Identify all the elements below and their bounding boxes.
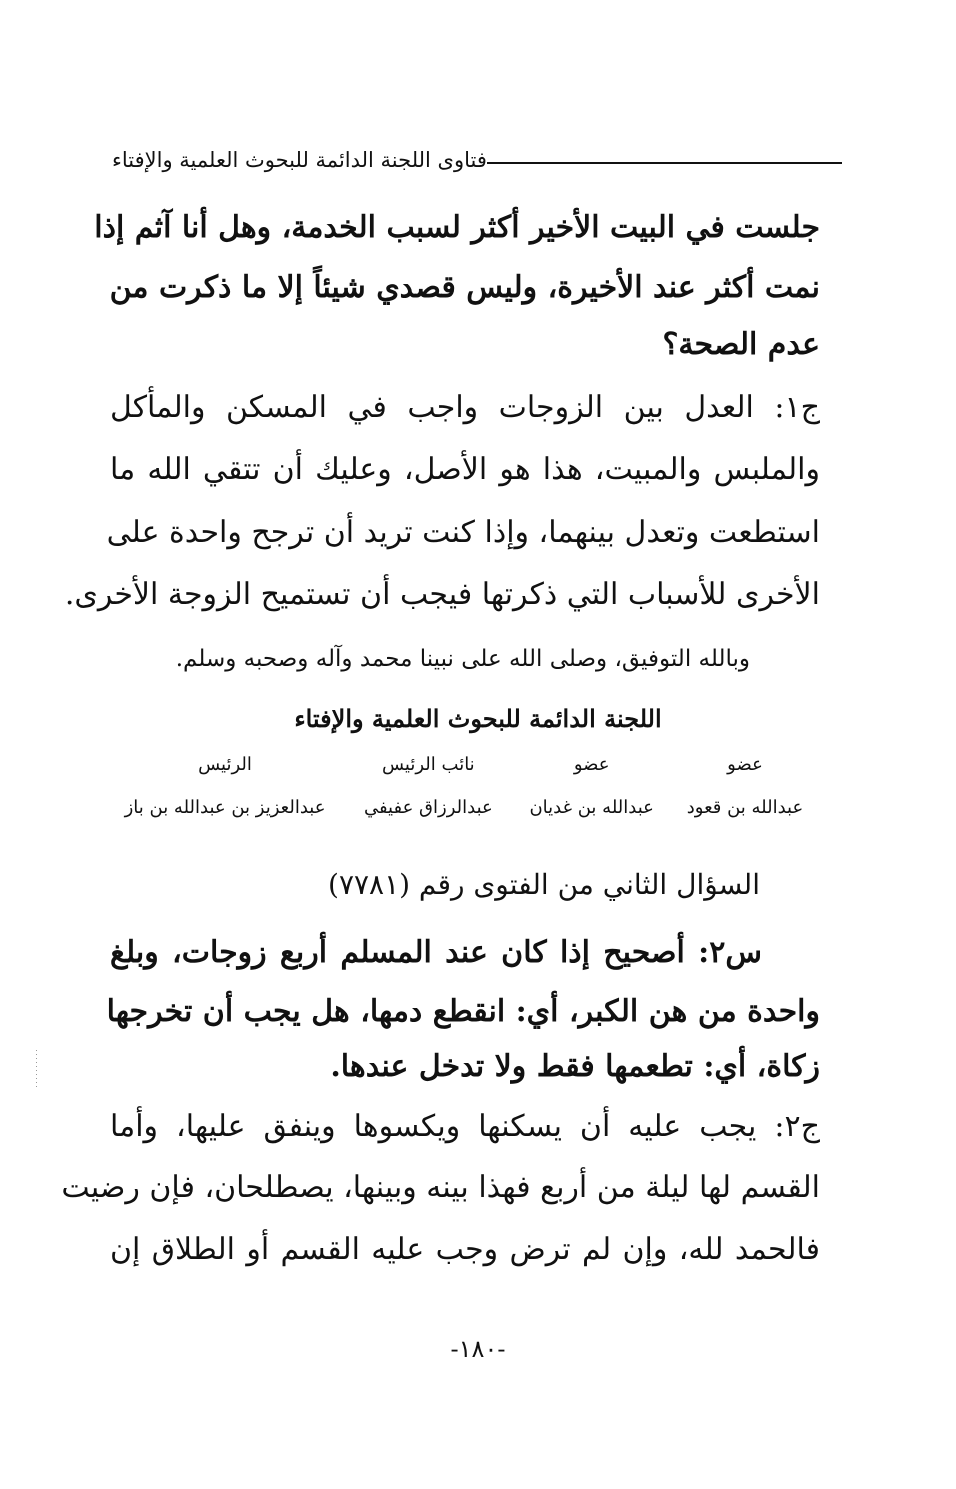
answer1-line: الأخرى للأسباب التي ذكرتها فيجب أن تستميح الزوجة الأخرى. xyxy=(64,577,820,612)
signature-role: نائب الرئيس xyxy=(381,754,475,775)
answer2-line: فالحمد لله، وإن لم ترض وجب عليه القسم أو الطلاق إن xyxy=(110,1232,820,1267)
header-title: فتاوى اللجنة الدائمة للبحوث العلمية والإفتاء xyxy=(112,148,487,172)
answer1-line: ج١: العدل بين الزوجات واجب في المسكن والمأكل xyxy=(110,390,820,425)
question1-line: جلست في البيت الأخير أكثر لسبب الخدمة، وهل أنا آثم إذا xyxy=(94,210,820,245)
question1-line: عدم الصحة؟ xyxy=(662,327,820,362)
signature-role: عضو xyxy=(727,754,763,775)
running-header xyxy=(100,140,842,180)
closing-formula: وبالله التوفيق، وصلى الله على نبينا محمد وآله وصحبه وسلم. xyxy=(175,646,750,672)
answer2-line: القسم لها ليلة من أربع فهذا بينه وبينها، يصطلحان، فإن رضيت xyxy=(61,1170,820,1205)
scan-mark xyxy=(36,1050,37,1090)
answer1-line: والملبس والمبيت، هذا هو الأصل، وعليك أن تتقي الله ما xyxy=(110,452,820,487)
answer1-line: استطعت وتعدل بينهما، وإذا كنت تريد أن ترجح واحدة على xyxy=(106,515,820,550)
question1-line: نمت أكثر عند الأخيرة، وليس قصدي شيئاً إلا ما ذكرت من xyxy=(109,270,820,305)
signature-name: عبدالعزيز بن عبدالله بن باز xyxy=(124,797,326,818)
signature-role: عضو xyxy=(573,754,610,775)
signature-name: عبدالرزاق عفيفي xyxy=(363,797,493,818)
committee-name: اللجنة الدائمة للبحوث العلمية والإفتاء xyxy=(294,704,662,733)
signature-name: عبدالله بن قعود xyxy=(686,797,804,818)
page-number: -١٨٠- xyxy=(450,1335,506,1363)
question2-line: زكاة، أي: تطعمها فقط ولا تدخل عندها. xyxy=(330,1049,820,1084)
question2-line: واحدة من هن الكبر، أي: انقطع دمها، هل يجب أن تخرجها xyxy=(106,994,820,1029)
signature-name: عبدالله بن غديان xyxy=(529,797,654,818)
fatwa-heading: السؤال الثاني من الفتوى رقم (٧٧٨١) xyxy=(328,868,760,901)
question2-line: س٢: أصحيح إذا كان عند المسلم أربع زوجات، وبلغ xyxy=(110,935,762,970)
answer2-line: ج٢: يجب عليه أن يسكنها ويكسوها وينفق عليها، وأما xyxy=(110,1109,820,1144)
signature-names xyxy=(110,795,820,821)
signature-roles xyxy=(110,752,820,778)
header-rule xyxy=(487,162,842,164)
signature-role: الرئيس xyxy=(198,754,252,775)
